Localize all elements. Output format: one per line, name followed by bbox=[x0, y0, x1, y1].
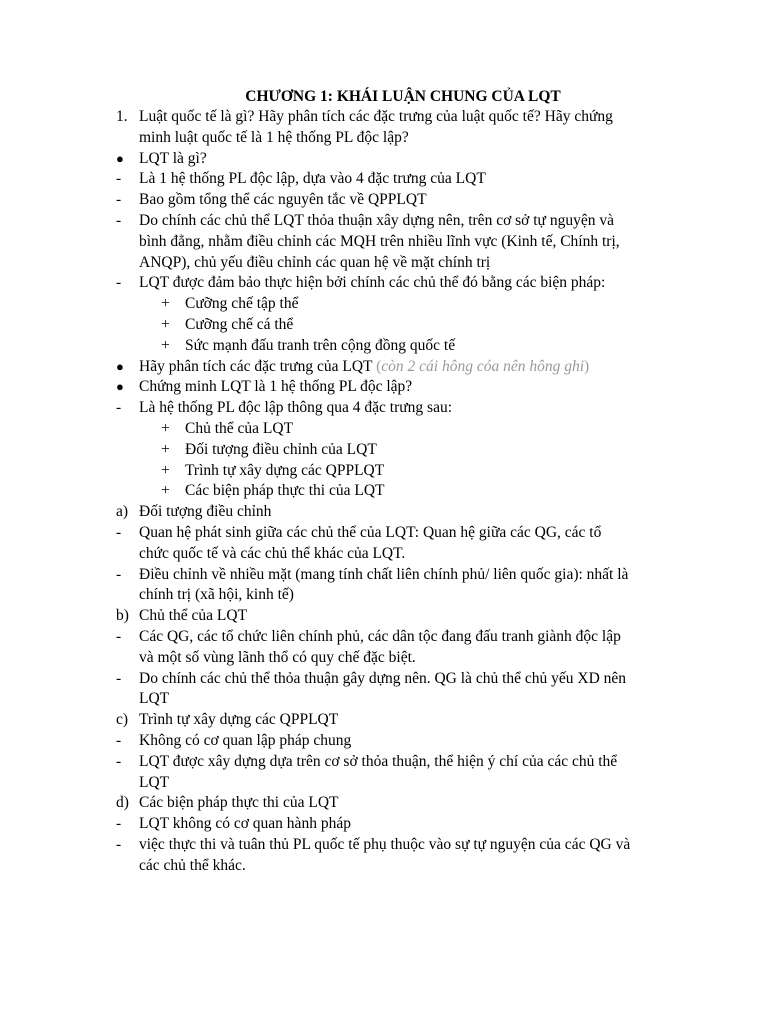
list-text-main: minh luật quốc tế là 1 hệ thống PL độc lập? bbox=[139, 128, 409, 146]
list-marker: ● bbox=[116, 150, 124, 166]
list-text-main: Hãy phân tích các đặc trưng của LQT bbox=[139, 357, 377, 375]
list-marker: - bbox=[116, 565, 122, 583]
list-text-main: LQT không có cơ quan hành pháp bbox=[139, 815, 351, 833]
list-text-main: Sức mạnh đấu tranh trên cộng đồng quốc tế bbox=[185, 336, 456, 354]
list-item bbox=[0, 627, 768, 648]
list-text bbox=[139, 814, 351, 835]
list-text-main: Chủ thể của LQT bbox=[139, 607, 248, 625]
list-text-main: LQT được đảm bảo thực hiện bởi chính các chủ thể đó bằng các biện pháp: bbox=[139, 274, 606, 292]
list-text-main: Bao gồm tổng thể các nguyên tắc về QPPLQT bbox=[139, 191, 427, 209]
list-item bbox=[0, 710, 768, 731]
list-text bbox=[139, 627, 621, 648]
list-text bbox=[139, 398, 452, 419]
list-text bbox=[139, 377, 412, 398]
list-text bbox=[139, 856, 246, 877]
list-item bbox=[0, 752, 768, 773]
list-text-main: Trình tự xây dựng các QPPLQT bbox=[185, 461, 385, 479]
list-text bbox=[139, 128, 409, 149]
list-marker: ● bbox=[116, 358, 124, 374]
list-item bbox=[0, 211, 768, 232]
list-marker: - bbox=[116, 523, 122, 541]
list-text-main: Các biện pháp thực thi của LQT bbox=[185, 482, 385, 500]
list-item bbox=[0, 377, 768, 398]
list-text-main: Là hệ thống PL độc lập thông qua 4 đặc trưng sau: bbox=[139, 399, 453, 417]
note-paren-open: ( bbox=[376, 357, 382, 375]
list-text bbox=[139, 585, 294, 606]
list-item bbox=[0, 315, 768, 336]
list-text-main: chức quốc tế và các chủ thể khác của LQT. bbox=[139, 544, 406, 562]
list-text bbox=[139, 169, 486, 190]
list-text-main: Quan hệ phát sinh giữa các chủ thể của LQT: Quan hệ giữa các QG, các tổ bbox=[139, 523, 602, 541]
list-text bbox=[139, 544, 405, 565]
document-body bbox=[0, 107, 768, 876]
list-item bbox=[0, 107, 768, 128]
list-marker: b) bbox=[116, 607, 129, 625]
list-marker: ● bbox=[116, 379, 124, 395]
list-text-main: bình đẳng, nhằm điều chỉnh các MQH trên nhiều lĩnh vực (Kinh tế, Chính trị, bbox=[139, 232, 620, 250]
list-text bbox=[139, 502, 271, 523]
list-text-main: Chứng minh LQT là 1 hệ thống PL độc lập? bbox=[139, 378, 413, 396]
list-text bbox=[139, 773, 169, 794]
list-text bbox=[139, 752, 617, 773]
list-item bbox=[0, 502, 768, 523]
list-item-continuation bbox=[0, 128, 768, 149]
list-text bbox=[185, 315, 293, 336]
list-item-continuation bbox=[0, 648, 768, 669]
list-item bbox=[0, 149, 768, 170]
list-text bbox=[139, 565, 628, 586]
list-item bbox=[0, 835, 768, 856]
list-item bbox=[0, 606, 768, 627]
list-text bbox=[139, 648, 416, 669]
list-item bbox=[0, 419, 768, 440]
list-marker: d) bbox=[116, 794, 129, 812]
list-text bbox=[139, 710, 338, 731]
list-text-main: LQT là gì? bbox=[139, 149, 207, 167]
list-item bbox=[0, 169, 768, 190]
list-marker: - bbox=[116, 669, 122, 687]
list-text-main: Do chính các chủ thể LQT thỏa thuận xây dựng nên, trên cơ sở tự nguyện và bbox=[139, 211, 614, 229]
list-text-main: việc thực thi và tuân thủ PL quốc tế phụ thuộc vào sự tự nguyện của các QG và bbox=[139, 835, 631, 853]
list-marker: - bbox=[116, 815, 122, 833]
list-marker: - bbox=[116, 752, 122, 770]
list-marker: c) bbox=[116, 711, 129, 729]
list-item-continuation bbox=[0, 856, 768, 877]
list-marker: - bbox=[116, 170, 122, 188]
list-marker: a) bbox=[116, 503, 129, 521]
list-text bbox=[139, 669, 626, 690]
list-marker: 1. bbox=[116, 108, 128, 125]
list-text bbox=[139, 232, 620, 253]
list-item bbox=[0, 398, 768, 419]
list-marker: - bbox=[116, 211, 122, 229]
list-marker: + bbox=[161, 419, 170, 437]
side-note: còn 2 cái hông cóa nên hông ghi bbox=[381, 357, 585, 375]
list-item-continuation bbox=[0, 773, 768, 794]
list-text-main: các chủ thể khác. bbox=[139, 856, 246, 874]
list-text-main: LQT bbox=[139, 690, 170, 708]
list-text-main: Các biện pháp thực thi của LQT bbox=[139, 794, 339, 812]
list-text bbox=[185, 336, 455, 357]
list-marker: - bbox=[116, 627, 122, 645]
list-item bbox=[0, 481, 768, 502]
list-item-continuation bbox=[0, 544, 768, 565]
note-paren-close: ) bbox=[584, 357, 590, 375]
list-marker: - bbox=[116, 399, 122, 417]
list-text-main: Cưỡng chế tập thể bbox=[185, 295, 299, 313]
list-item bbox=[0, 565, 768, 586]
list-text bbox=[139, 190, 427, 211]
list-text-main: Các QG, các tổ chức liên chính phủ, các dân tộc đang đấu tranh giành độc lập bbox=[139, 627, 621, 645]
list-marker: + bbox=[161, 461, 170, 479]
list-text-main: Là 1 hệ thống PL độc lập, dựa vào 4 đặc trưng của LQT bbox=[139, 170, 486, 188]
list-text bbox=[139, 731, 351, 752]
list-text bbox=[139, 357, 589, 378]
list-item bbox=[0, 273, 768, 294]
list-text-main: Điều chỉnh về nhiều mặt (mang tính chất liên chính phủ/ liên quốc gia): nhất là bbox=[139, 565, 629, 583]
list-item bbox=[0, 357, 768, 378]
list-item bbox=[0, 190, 768, 211]
list-text bbox=[139, 523, 601, 544]
list-text-main: Luật quốc tế là gì? Hãy phân tích các đặc trưng của luật quốc tế? Hãy chứng bbox=[139, 108, 613, 125]
list-text bbox=[139, 149, 207, 170]
list-text-main: Trình tự xây dựng các QPPLQT bbox=[139, 711, 339, 729]
list-text-main: ANQP), chủ yếu điều chỉnh các quan hệ về mặt chính trị bbox=[139, 253, 491, 271]
list-item bbox=[0, 814, 768, 835]
list-marker: + bbox=[161, 482, 170, 500]
list-marker: + bbox=[161, 336, 170, 354]
list-item-continuation bbox=[0, 585, 768, 606]
list-text bbox=[139, 211, 614, 232]
list-item-continuation bbox=[0, 232, 768, 253]
list-text bbox=[139, 107, 613, 128]
list-text-main: Đối tượng điều chỉnh của LQT bbox=[185, 440, 377, 458]
list-item bbox=[0, 461, 768, 482]
list-text bbox=[185, 481, 385, 502]
list-text bbox=[139, 606, 247, 627]
list-text-main: và một số vùng lãnh thổ có quy chế đặc biệt. bbox=[139, 648, 416, 666]
list-text-main: Do chính các chủ thể thỏa thuận gây dựng nên. QG là chủ thể chủ yếu XD nên bbox=[139, 669, 627, 687]
list-item bbox=[0, 523, 768, 544]
list-text-main: Không có cơ quan lập pháp chung bbox=[139, 731, 352, 749]
list-item bbox=[0, 731, 768, 752]
list-item bbox=[0, 793, 768, 814]
list-item bbox=[0, 440, 768, 461]
list-marker: + bbox=[161, 315, 170, 333]
list-item-continuation bbox=[0, 253, 768, 274]
list-marker: - bbox=[116, 274, 122, 292]
list-text bbox=[139, 835, 630, 856]
list-marker: + bbox=[161, 295, 170, 313]
list-text-main: Đối tượng điều chỉnh bbox=[139, 503, 272, 521]
page-title: CHƯƠNG 1: KHÁI LUẬN CHUNG CỦA LQT bbox=[245, 88, 561, 105]
list-text-main: chính trị (xã hội, kinh tế) bbox=[139, 586, 294, 604]
list-marker: - bbox=[116, 731, 122, 749]
list-item bbox=[0, 294, 768, 315]
list-item bbox=[0, 336, 768, 357]
list-marker: + bbox=[161, 440, 170, 458]
list-item bbox=[0, 669, 768, 690]
list-text-main: Chủ thể của LQT bbox=[185, 419, 294, 437]
list-text-main: Cưỡng chế cá thể bbox=[185, 315, 294, 333]
list-text bbox=[185, 461, 384, 482]
list-item-continuation bbox=[0, 689, 768, 710]
list-text bbox=[139, 689, 169, 710]
list-text bbox=[139, 253, 490, 274]
list-marker: - bbox=[116, 835, 122, 853]
list-text bbox=[185, 294, 298, 315]
list-text-main: LQT bbox=[139, 773, 170, 791]
list-text bbox=[185, 440, 377, 461]
list-text bbox=[139, 273, 605, 294]
list-text bbox=[139, 793, 339, 814]
list-text-main: LQT được xây dựng dựa trên cơ sở thỏa thuận, thể hiện ý chí của các chủ thể bbox=[139, 752, 618, 770]
list-marker: - bbox=[116, 191, 122, 209]
list-text bbox=[185, 419, 293, 440]
